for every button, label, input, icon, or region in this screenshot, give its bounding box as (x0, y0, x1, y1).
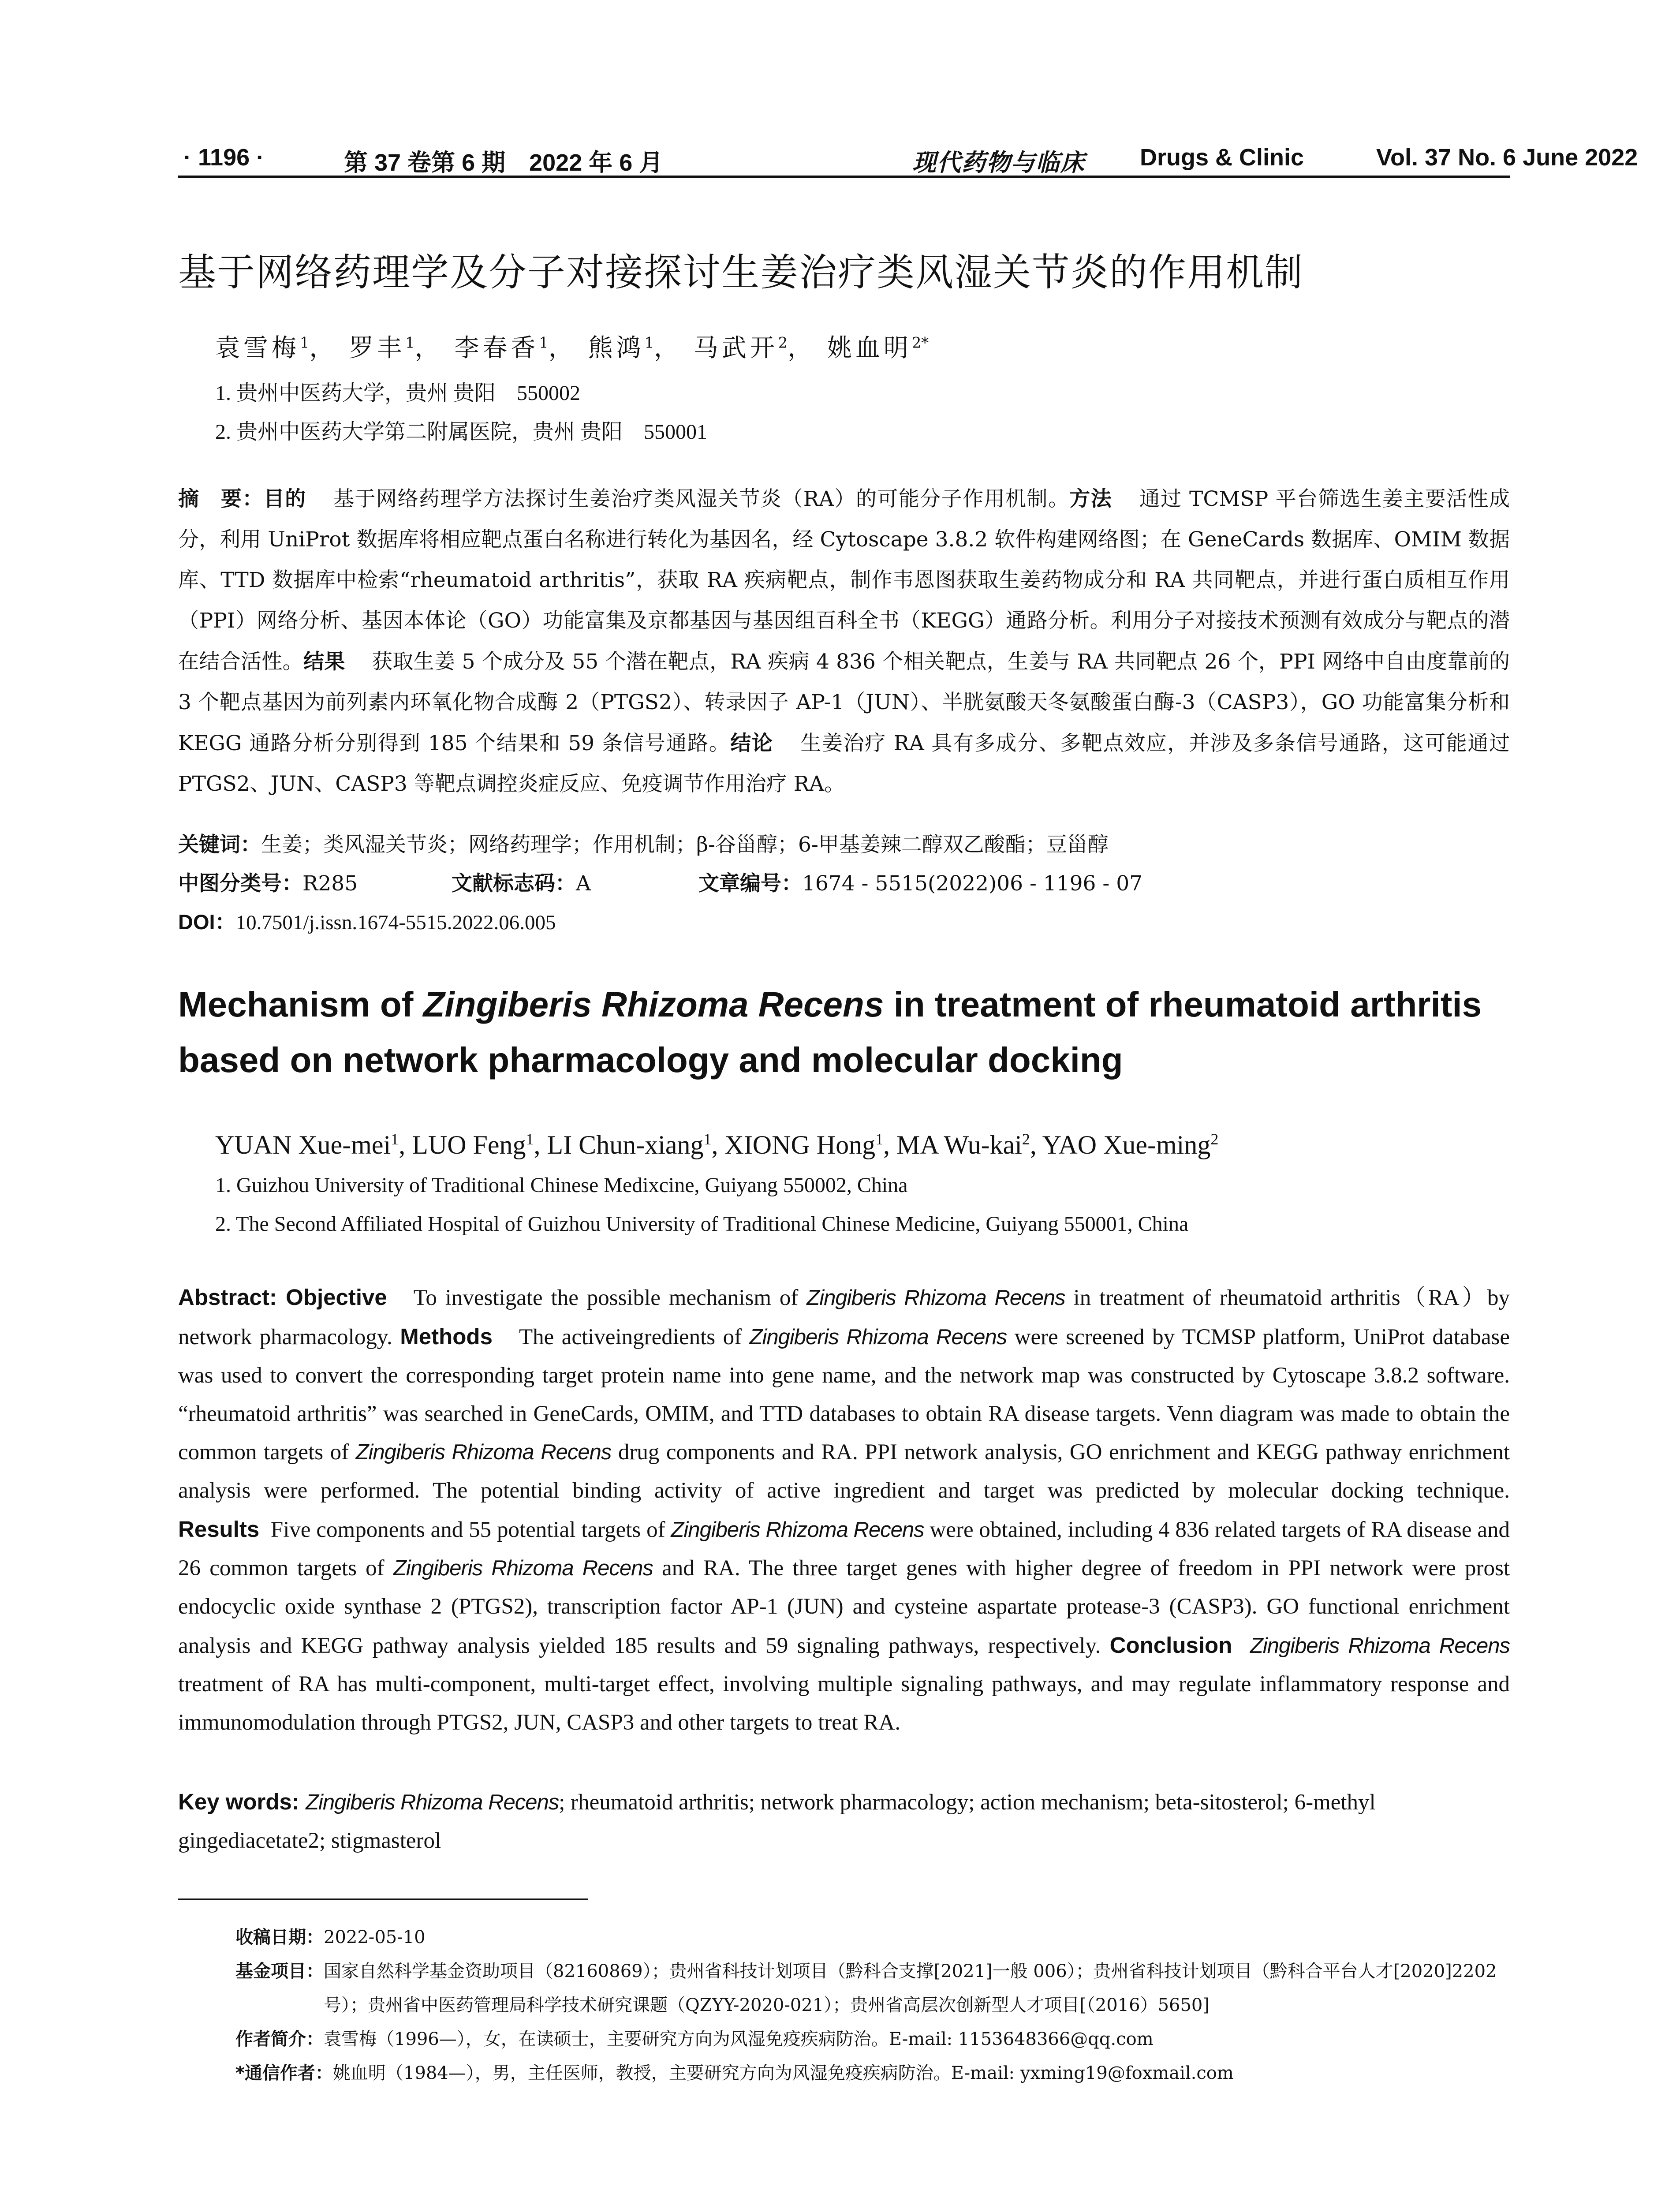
author-affil-mark: 1 (391, 1130, 399, 1148)
footnote-label: 基金项目： (235, 1961, 324, 1981)
doc-code-label: 文献标志码： (452, 871, 576, 895)
author-en: MA Wu-kai (896, 1130, 1022, 1159)
author-cn: 姚血明 (827, 334, 912, 363)
footnote-text: 姚血明（1984—），男，主任医师，教授，主要研究方向为风湿免疫疾病防治。E-mail: yxming19@foxmail.com (332, 2063, 1234, 2083)
objective-text-en: in treatment of rheumatoid arthritis（RA）by network pharmacology. (178, 1286, 1510, 1349)
doi-label: DOI： (178, 910, 236, 934)
running-header (178, 140, 1638, 178)
title-cn: 基于网络药理学及分子对接探讨生姜治疗类风湿关节炎的作用机制 (178, 250, 1303, 295)
methods-text: 通过 TCMSP 平台筛选生姜主要活性成分，利用 UniProt 数据库将相应靶点蛋白名称进行转化为基因名，经 Cytoscape 3.8.2 软件构建网络图；在 GeneCards 数据库、OMIM 数据库、TTD 数据库中检索“rheumatoid arthritis”，获取 RA 疾病靶点，制作韦恩图获取生姜药物成分和 RA 共同靶点，并进行蛋白质相互作用（PPI）网络分析、基因本体论（GO）功能富集及京都基因与基因组百科全书（KEGG）通路分析。利用分子对接技术预测有效成分与靶点的潜在结合活性。 (178, 487, 1510, 674)
doc-code-value: A (576, 871, 591, 896)
journal-name-cn: 现代药物与临床 (912, 149, 1085, 176)
author-affil-mark: 1 (539, 334, 549, 351)
results-label-en: Results (178, 1517, 260, 1542)
species-name: Zingiberis Rhizoma Recens (1250, 1634, 1510, 1658)
objective-label: 目的 (263, 487, 306, 510)
abstract-label: 摘 要： (178, 487, 264, 510)
abstract-en (178, 1278, 1510, 1742)
keywords-en (178, 1783, 1510, 1860)
author-affil-mark: 1 (405, 334, 415, 351)
article-no-label: 文章编号： (698, 871, 802, 895)
methods-label-en: Methods (400, 1324, 493, 1349)
footnotes (235, 1921, 1510, 2090)
objective-label-en: Objective (286, 1285, 387, 1310)
conclusion-label-en: Conclusion (1109, 1633, 1232, 1658)
title-en (178, 977, 1510, 1088)
species-name: Zingiberis Rhizoma Recens (671, 1518, 924, 1542)
keywords-label: 关键词： (178, 833, 261, 856)
author-affil-mark: 1 (703, 1130, 712, 1148)
doi-line (178, 906, 1510, 935)
title-en-species: Zingiberis Rhizoma Recens (423, 985, 884, 1024)
author-sep: , (534, 1130, 547, 1159)
author-en: YUAN Xue-mei (215, 1130, 391, 1159)
methods-text-en: The activeingredients of (519, 1325, 750, 1349)
authors-en (215, 1130, 1218, 1160)
methods-text-en: were screened by TCMSP platform, UniProt database was used to convert the corresponding target protein name into gene name, and the network map was constructed by Cytoscape 3.8.2 software. “rheumatoid arthritis” was searched in GeneCards, OMIM, and TTD databases to obtain RA disease targets. Venn diagram was made to obtain the common targets of (178, 1325, 1510, 1465)
footnote-divider (178, 1899, 588, 1900)
keywords-text: 生姜；类风湿关节炎；网络药理学；作用机制；β-谷甾醇；6-甲基姜辣二醇双乙酸酯；豆甾醇 (261, 833, 1109, 857)
keywords-label-en: Key words: (178, 1789, 306, 1814)
conclusion-text: 生姜治疗 RA 具有多成分、多靶点效应，并涉及多条信号通路，这可能通过 PTGS2、JUN、CASP3 等靶点调控炎症反应、免疫调节作用治疗 RA。 (178, 731, 1510, 796)
conclusion-text-en: treatment of RA has multi-component, multi-target effect, involving multiple signaling pathways, and may regulate inflammatory response and immunomodulation through PTGS2, JUN, CASP3 and other targets to treat RA. (178, 1672, 1510, 1735)
methods-label: 方法 (1069, 487, 1113, 510)
footnote-text: 袁雪梅（1996—），女，在读硕士，主要研究方向为风湿免疫疾病防治。E-mail: 1153648366@qq.com (324, 2029, 1154, 2049)
footnote-label: 收稿日期： (235, 1927, 324, 1947)
species-name: Zingiberis Rhizoma Recens (749, 1325, 1007, 1349)
objective-text: 基于网络药理学方法探讨生姜治疗类风湿关节炎（RA）的可能分子作用机制。 (332, 487, 1070, 511)
footnote-label: 作者简介： (235, 2029, 324, 2049)
clc-value: R285 (302, 871, 358, 896)
author-affil-mark: 2* (911, 334, 929, 351)
doi-link[interactable]: 10.7501/j.issn.1674-5515.2022.06.005 (235, 911, 556, 934)
author-affil-mark: 2 (1210, 1130, 1219, 1148)
results-text-en: and RA. The three target genes with higher degree of freedom in PPI network were prost endocyclic oxide synthase 2 (PTGS2), transcription factor AP-1 (JUN) and cysteine aspartate protease-3 (CASP3). GO functional enrichment analysis and KEGG pathway analysis yielded 185 results and 59 signaling pathways, respectively. (178, 1556, 1510, 1658)
author-sep: , (711, 1130, 725, 1159)
author-affil-mark: 2 (1022, 1130, 1030, 1148)
author-en: XIONG Hong (724, 1130, 876, 1159)
footnote-received (235, 1921, 1510, 1955)
author-affil-mark: 2 (778, 334, 788, 351)
footnote-text: 2022-05-10 (324, 1927, 426, 1947)
abstract-cn (178, 478, 1510, 804)
author-affil-mark: 1 (526, 1130, 534, 1148)
species-name: Zingiberis Rhizoma Recens (806, 1286, 1065, 1310)
volume-info: Vol. 37 No. 6 June 2022 (1376, 144, 1638, 171)
page-number: · 1196 · (183, 144, 265, 171)
author-affil-mark: 1 (644, 334, 654, 351)
classification-line (178, 867, 1510, 897)
conclusion-label: 结论 (730, 731, 773, 755)
clc-label: 中图分类号： (178, 871, 302, 895)
article-no-value: 1674 - 5515(2022)06 - 1196 - 07 (802, 871, 1143, 896)
author-cn: 李春香 (454, 334, 539, 363)
journal-name-en: Drugs & Clinic (1140, 144, 1304, 171)
results-text: 获取生姜 5 个成分及 55 个潜在靶点，RA 疾病 4 836 个相关靶点，生姜与 RA 共同靶点 26 个，PPI 网络中自由度靠前的 3 个靶点基因为前列素内环氧化物合成酶 2（PTGS2）、转录因子 AP-1（JUN）、半胱氨酸天冬氨酸蛋白酶-3（CASP3），GO 功能富集分析和 KEGG 通路分析分别得到 185 个结果和 59 条信号通路。 (178, 650, 1510, 755)
species-name: Zingiberis Rhizoma Recens (306, 1790, 559, 1814)
author-en: LI Chun-xiang (547, 1130, 704, 1159)
objective-text-en: To investigate the possible mechanism of (413, 1286, 807, 1310)
footnote-funding (235, 1955, 1510, 2022)
title-en-part: Mechanism of (178, 985, 423, 1024)
footnote-label: *通信作者： (235, 2063, 333, 2083)
affiliation-en-2: 2. The Second Affiliated Hospital of Guizhou University of Traditional Chinese Medicine, Guiyang 550001, China (215, 1212, 1189, 1236)
author-affil-mark: 1 (300, 334, 310, 351)
affiliation-en-1: 1. Guizhou University of Traditional Chinese Medixcine, Guiyang 550002, China (215, 1174, 908, 1197)
results-label: 结果 (303, 650, 345, 673)
species-name: Zingiberis Rhizoma Recens (355, 1440, 612, 1464)
authors-cn: 袁雪梅$^1$， 罗丰$^1$， 李春香$^1$， 熊鸿$^1$， 马武开$^2$， 姚血明$^{2*}$ (215, 334, 929, 363)
author-cn: 罗丰 (349, 334, 406, 363)
methods-text-en: drug components and RA. PPI network analysis, GO enrichment and KEGG pathway enrichment analysis were performed. The potential binding activity of active ingredient and target was predicted by molecular docking technique. (178, 1440, 1510, 1503)
affiliation-cn-2: 2. 贵州中医药大学第二附属医院，贵州 贵阳 550001 (215, 420, 708, 444)
author-sep: , (1030, 1130, 1042, 1159)
author-affil-mark: 1 (875, 1130, 884, 1148)
abstract-label-en: Abstract: (178, 1285, 286, 1310)
footnote-corresponding (235, 2056, 1510, 2090)
author-cn: 熊鸿 (588, 334, 645, 363)
keywords-text-en: ; rheumatoid arthritis; network pharmacology; action mechanism; beta-sitosterol; 6-methyl gingediacetate2; stigmasterol (178, 1790, 1376, 1853)
author-cn: 马武开 (693, 334, 778, 363)
author-en: LUO Feng (412, 1130, 526, 1159)
results-text-en: were obtained, including 4 836 related targets of RA disease and 26 common targets of (178, 1517, 1510, 1581)
results-text-en: Five components and 55 potential targets of (270, 1517, 671, 1542)
author-en: YAO Xue-ming (1042, 1130, 1211, 1159)
species-name: Zingiberis Rhizoma Recens (393, 1556, 653, 1580)
author-sep: , (883, 1130, 897, 1159)
affiliation-cn-1: 1. 贵州中医药大学，贵州 贵阳 550002 (215, 381, 581, 405)
author-cn: 袁雪梅 (215, 334, 300, 363)
footnote-author-bio (235, 2022, 1510, 2056)
footnote-text: 国家自然科学基金资助项目（82160869）；贵州省科技计划项目（黔科合支撑[2021]一般 006）；贵州省科技计划项目（黔科合平台人才[2020]2202 号）；贵州省中医药管理局科学技术研究课题（QZYY-2020-021）；贵州省高层次创新型人才项目[（2016）5650] (324, 1961, 1497, 2015)
author-sep: , (399, 1130, 412, 1159)
issue-info: 第 37 卷第 6 期 2022 年 6 月 (344, 149, 663, 176)
title-en-part: in treatment of rheumatoid arthritis based on network pharmacology and molecular docking (178, 985, 1482, 1080)
keywords-cn (178, 828, 1510, 858)
